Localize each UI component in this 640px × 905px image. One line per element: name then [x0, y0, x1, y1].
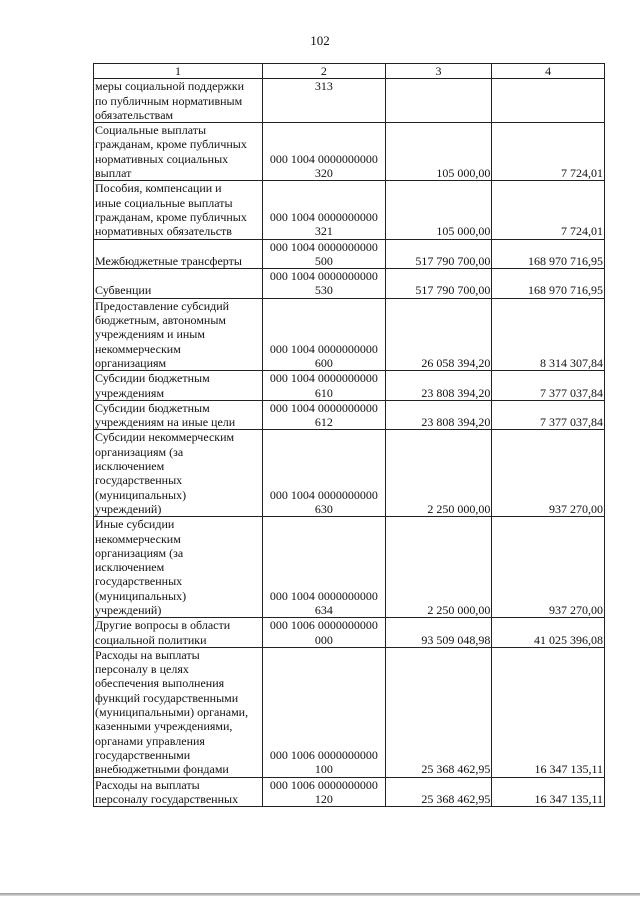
row-name: Расходы на выплаты персоналу в целях обеспечения выполнения функций государственными (муниципальными) органами, казенными учреждениями, органами управления государственными внебюджетными фондами — [94, 647, 263, 777]
header-row — [94, 64, 605, 79]
header-col-2: 2 — [262, 64, 385, 79]
row-name: Расходы на выплаты персоналу государственных — [94, 777, 263, 807]
header-col-4: 4 — [492, 64, 605, 79]
row-value-3: 2 250 000,00 — [385, 517, 492, 618]
row-value-4 — [492, 79, 605, 123]
row-value-4: 8 314 307,84 — [492, 298, 605, 370]
row-value-3: 517 790 700,00 — [385, 269, 492, 299]
row-code: 000 1004 0000000000 610 — [262, 371, 385, 401]
table-row — [94, 400, 605, 430]
row-value-4: 937 270,00 — [492, 517, 605, 618]
row-name: меры социальной поддержки по публичным нормативным обязательствам — [94, 79, 263, 123]
table-row — [94, 181, 605, 239]
row-value-3 — [385, 79, 492, 123]
row-code: 000 1004 0000000000 321 — [262, 181, 385, 239]
header-col-1: 1 — [94, 64, 263, 79]
row-value-4: 937 270,00 — [492, 430, 605, 517]
row-code: 000 1004 0000000000 320 — [262, 123, 385, 181]
row-value-3: 25 368 462,95 — [385, 777, 492, 807]
row-code: 000 1006 0000000000 000 — [262, 618, 385, 648]
row-value-4: 7 724,01 — [492, 123, 605, 181]
row-code: 000 1006 0000000000 100 — [262, 647, 385, 777]
row-code: 000 1004 0000000000 634 — [262, 517, 385, 618]
row-value-4: 16 347 135,11 — [492, 647, 605, 777]
row-value-3: 2 250 000,00 — [385, 430, 492, 517]
row-code: 000 1004 0000000000 612 — [262, 400, 385, 430]
row-name: Субсидии некоммерческим организациям (за исключением государственных (муниципальных) учреждений) — [94, 430, 263, 517]
row-name: Субсидии бюджетным учреждениям — [94, 371, 263, 401]
row-name: Субвенции — [94, 269, 263, 299]
row-value-3: 26 058 394,20 — [385, 298, 492, 370]
row-value-3: 105 000,00 — [385, 181, 492, 239]
row-name: Другие вопросы в области социальной политики — [94, 618, 263, 648]
header-col-3: 3 — [385, 64, 492, 79]
page-number: 102 — [310, 33, 330, 48]
row-name: Иные субсидии некоммерческим организациям (за исключением государственных (муниципальных) учреждений) — [94, 517, 263, 618]
table-row — [94, 298, 605, 370]
row-code: 000 1004 0000000000 530 — [262, 269, 385, 299]
table-row — [94, 79, 605, 123]
row-name: Предоставление субсидий бюджетным, автономным учреждениям и иным некоммерческим организациям — [94, 298, 263, 370]
page-bottom-edge — [0, 893, 640, 896]
budget-table — [93, 63, 605, 807]
row-value-4: 7 377 037,84 — [492, 400, 605, 430]
table-row — [94, 239, 605, 269]
row-value-4: 7 377 037,84 — [492, 371, 605, 401]
row-code: 000 1004 0000000000 600 — [262, 298, 385, 370]
row-value-3: 517 790 700,00 — [385, 239, 492, 269]
table-row — [94, 517, 605, 618]
row-value-4: 168 970 716,95 — [492, 269, 605, 299]
row-name: Пособия, компенсации и иные социальные выплаты гражданам, кроме публичных нормативных обязательств — [94, 181, 263, 239]
row-name: Межбюджетные трансферты — [94, 239, 263, 269]
row-value-3: 105 000,00 — [385, 123, 492, 181]
row-name: Социальные выплаты гражданам, кроме публичных нормативных социальных выплат — [94, 123, 263, 181]
table-row — [94, 618, 605, 648]
row-value-4: 16 347 135,11 — [492, 777, 605, 807]
row-value-4: 7 724,01 — [492, 181, 605, 239]
row-code: 313 — [262, 79, 385, 123]
row-code: 000 1004 0000000000 500 — [262, 239, 385, 269]
row-code: 000 1006 0000000000 120 — [262, 777, 385, 807]
row-value-4: 168 970 716,95 — [492, 239, 605, 269]
table-row — [94, 777, 605, 807]
row-value-4: 41 025 396,08 — [492, 618, 605, 648]
table-row — [94, 430, 605, 517]
table-row — [94, 647, 605, 777]
row-code: 000 1004 0000000000 630 — [262, 430, 385, 517]
table-row — [94, 123, 605, 181]
table-row — [94, 371, 605, 401]
row-value-3: 25 368 462,95 — [385, 647, 492, 777]
row-name: Субсидии бюджетным учреждениям на иные цели — [94, 400, 263, 430]
table-row — [94, 269, 605, 299]
row-value-3: 93 509 048,98 — [385, 618, 492, 648]
row-value-3: 23 808 394,20 — [385, 400, 492, 430]
row-value-3: 23 808 394,20 — [385, 371, 492, 401]
